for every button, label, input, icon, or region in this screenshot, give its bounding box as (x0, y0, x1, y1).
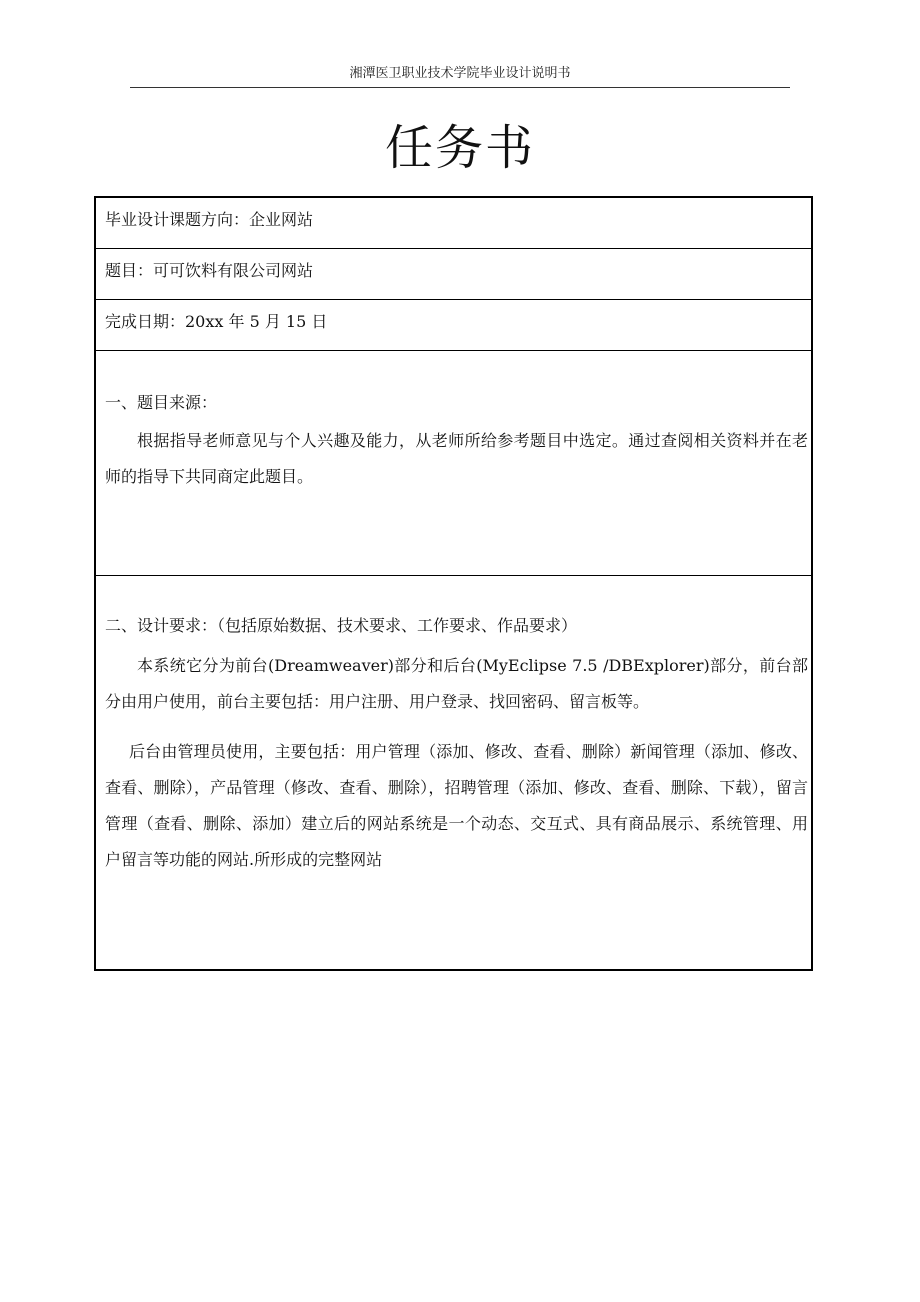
running-header: 湘潭医卫职业技术学院毕业设计说明书 (349, 66, 571, 81)
row-due-date (96, 300, 811, 351)
task-form-table (94, 196, 813, 971)
row-direction (96, 198, 811, 249)
header-rule (130, 87, 790, 88)
row-design-requirements (96, 576, 811, 969)
design-requirements-para-1: 本系统它分为前台(Dreamweaver)部分和后台(MyEclipse 7.5 /DBExplorer)部分，前台部分由用户使用，前台主要包括：用户注册、用户登录、找回密码、留言板等。 (105, 656, 808, 711)
topic-field: 题目：可可饮料有限公司网站 (105, 261, 314, 280)
topic-source-title: 一、题目来源： (105, 393, 218, 412)
row-topic (96, 249, 811, 300)
due-date-field: 完成日期：20xx 年 5 月 15 日 (105, 312, 328, 331)
topic-source-body: 根据指导老师意见与个人兴趣及能力，从老师所给参考题目中选定。通过查阅相关资料并在老师的指导下共同商定此题目。 (105, 431, 808, 486)
row-topic-source (96, 351, 811, 576)
design-requirements-para-2: 后台由管理员使用，主要包括：用户管理（添加、修改、查看、删除）新闻管理（添加、修改、查看、删除），产品管理（修改、查看、删除），招聘管理（添加、修改、查看、删除、下载），留言管理（查看、删除、添加）建立后的网站系统是一个动态、交互式、具有商品展示、系统管理、用户留言等功能的网站.所形成的完整网站 (105, 742, 808, 869)
document-title: 任务书 (384, 120, 535, 176)
design-requirements-title: 二、设计要求：（包括原始数据、技术要求、工作要求、作品要求） (105, 616, 578, 635)
direction-field: 毕业设计课题方向：企业网站 (105, 210, 314, 229)
